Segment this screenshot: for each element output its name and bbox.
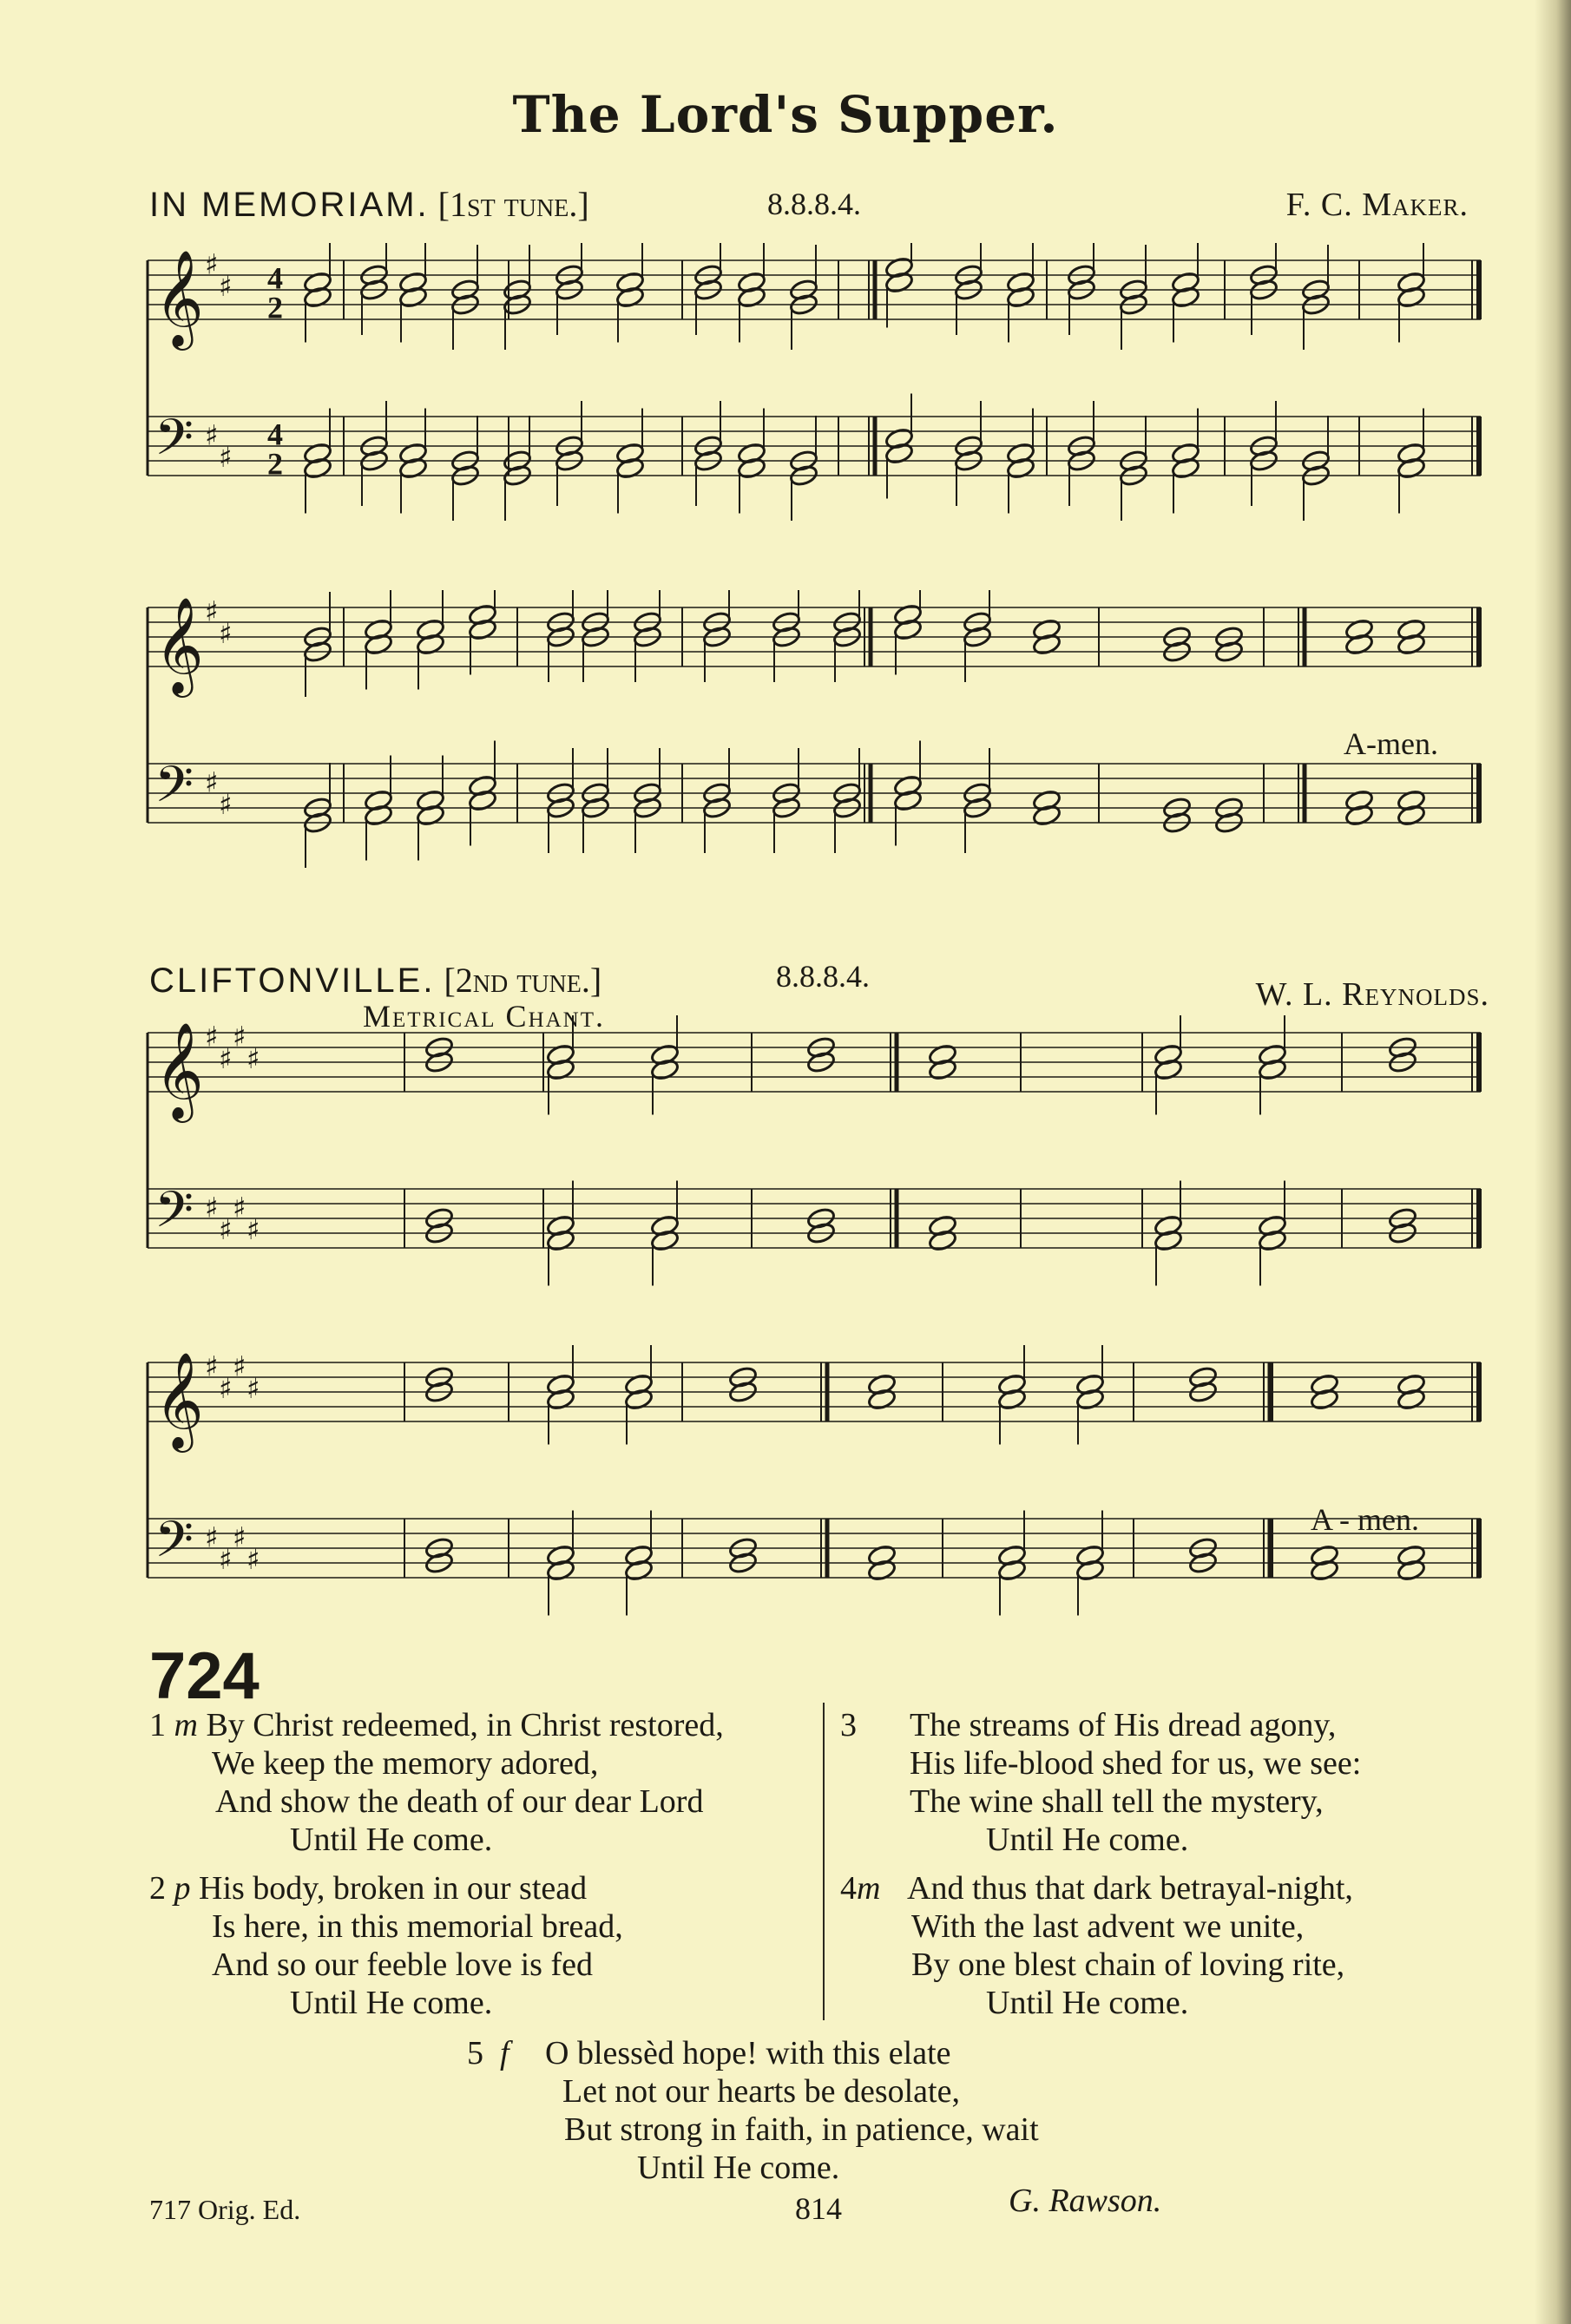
verse-1-line-4: Until He come. [290, 1822, 493, 1858]
sharp-sign-icon: ♯ [219, 440, 233, 474]
page-number: 814 [795, 2191, 842, 2226]
sharp-sign-icon: ♯ [233, 1020, 246, 1054]
sharp-sign-icon: ♯ [219, 1212, 233, 1246]
sharp-sign-icon: ♯ [246, 1041, 260, 1075]
sharp-sign-icon: ♯ [205, 765, 219, 799]
tune-1-composer: F. C. Maker. [1285, 187, 1469, 223]
verse-4 [840, 1869, 1353, 2022]
tune-2-name: CLIFTONVILLE. [149, 962, 436, 1000]
treble-clef-icon: 𝄞 [154, 596, 204, 693]
sharp-sign-icon: ♯ [233, 1349, 246, 1383]
verse-5-line-4: Until He come. [637, 2150, 840, 2186]
verse-2-line-4: Until He come. [290, 1985, 493, 2021]
verse-4-dynamic: m [857, 1870, 881, 1907]
hymn-number: 724 [149, 1639, 260, 1713]
tune-2-header [149, 960, 601, 1001]
sharp-sign-icon: ♯ [219, 787, 233, 821]
verse-2 [149, 1869, 623, 2022]
verse-2-number: 2 [149, 1870, 166, 1907]
time-signature-bottom: 2 [267, 446, 283, 482]
tune-2-amen: A - men. [1311, 1502, 1419, 1537]
sharp-sign-icon: ♯ [205, 594, 219, 628]
edition-note: 717 Orig. Ed. [149, 2194, 301, 2225]
treble-clef-icon: 𝄞 [154, 1351, 204, 1448]
column-divider [823, 1703, 825, 2020]
verse-5-dynamic: f [500, 2035, 509, 2071]
sharp-sign-icon: ♯ [205, 1020, 219, 1054]
verse-2-line-1: His body, broken in our stead [199, 1870, 588, 1907]
sharp-sign-icon: ♯ [219, 616, 233, 650]
sharp-sign-icon: ♯ [246, 1212, 260, 1246]
verse-4-line-4: Until He come. [986, 1985, 1189, 2021]
verse-5-number: 5 [467, 2035, 483, 2071]
verse-1-dynamic: m [174, 1707, 198, 1743]
verse-5-line-2: Let not our hearts be desolate, [562, 2073, 960, 2110]
tune-1-header [149, 184, 589, 225]
tune-2-system-1 [144, 1015, 1498, 1310]
sharp-sign-icon: ♯ [246, 1371, 260, 1405]
bass-clef-icon: 𝄢 [154, 1180, 194, 1251]
tune-2-system-2 [144, 1345, 1498, 1640]
verse-3 [840, 1706, 1361, 1859]
verse-3-line-2: His life-blood shed for us, we see: [910, 1745, 1362, 1782]
verse-2-dynamic: p [174, 1870, 191, 1907]
section-title: The Lord's Supper. [512, 85, 1059, 144]
sharp-sign-icon: ♯ [219, 1542, 233, 1576]
bass-clef-icon: 𝄢 [154, 755, 194, 826]
bass-clef-icon: 𝄢 [154, 408, 194, 479]
sharp-sign-icon: ♯ [219, 1371, 233, 1405]
tune-2-label: [2nd tune.] [444, 961, 602, 1000]
verse-3-number: 3 [840, 1707, 857, 1743]
sharp-sign-icon: ♯ [205, 418, 219, 452]
sharp-sign-icon: ♯ [246, 1542, 260, 1576]
sharp-sign-icon: ♯ [219, 1041, 233, 1075]
tune-1-label: [1st tune.] [437, 185, 589, 224]
verse-5-line-3: But strong in faith, in patience, wait [564, 2111, 1039, 2148]
verse-2-line-3: And so our feeble love is fed [212, 1947, 593, 1983]
sharp-sign-icon: ♯ [233, 1520, 246, 1554]
bass-clef-icon: 𝄢 [154, 1510, 194, 1581]
time-signature-top: 4 [267, 417, 283, 452]
verse-5-line-1: O blessèd hope! with this elate [545, 2035, 951, 2071]
sharp-sign-icon: ♯ [205, 1349, 219, 1383]
verse-3-line-4: Until He come. [986, 1822, 1189, 1858]
hymn-author: G. Rawson. [1009, 2183, 1162, 2219]
verse-1 [149, 1706, 724, 1859]
tune-1-amen: A-men. [1344, 726, 1438, 761]
verse-5 [467, 2034, 1039, 2187]
tune-1-name: IN MEMORIAM. [149, 186, 430, 224]
tune-1-system-2 [144, 590, 1498, 885]
treble-clef-icon: 𝄞 [154, 1021, 204, 1119]
sharp-sign-icon: ♯ [205, 1191, 219, 1224]
verse-4-line-3: By one blest chain of loving rite, [911, 1947, 1345, 1983]
verse-4-line-2: With the last advent we unite, [911, 1908, 1305, 1945]
verse-3-line-3: The wine shall tell the mystery, [910, 1783, 1324, 1820]
page-edge-shadow [1535, 0, 1571, 2324]
verse-3-line-1: The streams of His dread agony, [910, 1707, 1337, 1743]
verse-1-line-1: By Christ redeemed, in Christ restored, [206, 1707, 724, 1743]
tune-2-subtitle: Metrical Chant. [363, 999, 605, 1034]
verse-1-line-2: We keep the memory adored, [212, 1745, 599, 1782]
verse-4-line-1: And thus that dark betrayal-night, [907, 1870, 1353, 1907]
verse-1-line-3: And show the death of our dear Lord [215, 1783, 704, 1820]
tune-2-meter: 8.8.8.4. [776, 959, 870, 994]
tune-1-system-1 [144, 243, 1498, 538]
verse-4-number: 4 [840, 1870, 857, 1907]
sharp-sign-icon: ♯ [205, 247, 219, 281]
sharp-sign-icon: ♯ [205, 1520, 219, 1554]
time-signature-bottom: 2 [267, 290, 283, 325]
verse-2-line-2: Is here, in this memorial bread, [212, 1908, 623, 1945]
treble-clef-icon: 𝄞 [154, 249, 204, 346]
time-signature-top: 4 [267, 260, 283, 296]
tune-2-composer: W. L. Reynolds. [1255, 976, 1489, 1013]
sharp-sign-icon: ♯ [219, 269, 233, 303]
verse-1-number: 1 [149, 1707, 166, 1743]
sharp-sign-icon: ♯ [233, 1191, 246, 1224]
tune-1-meter: 8.8.8.4. [767, 187, 861, 221]
